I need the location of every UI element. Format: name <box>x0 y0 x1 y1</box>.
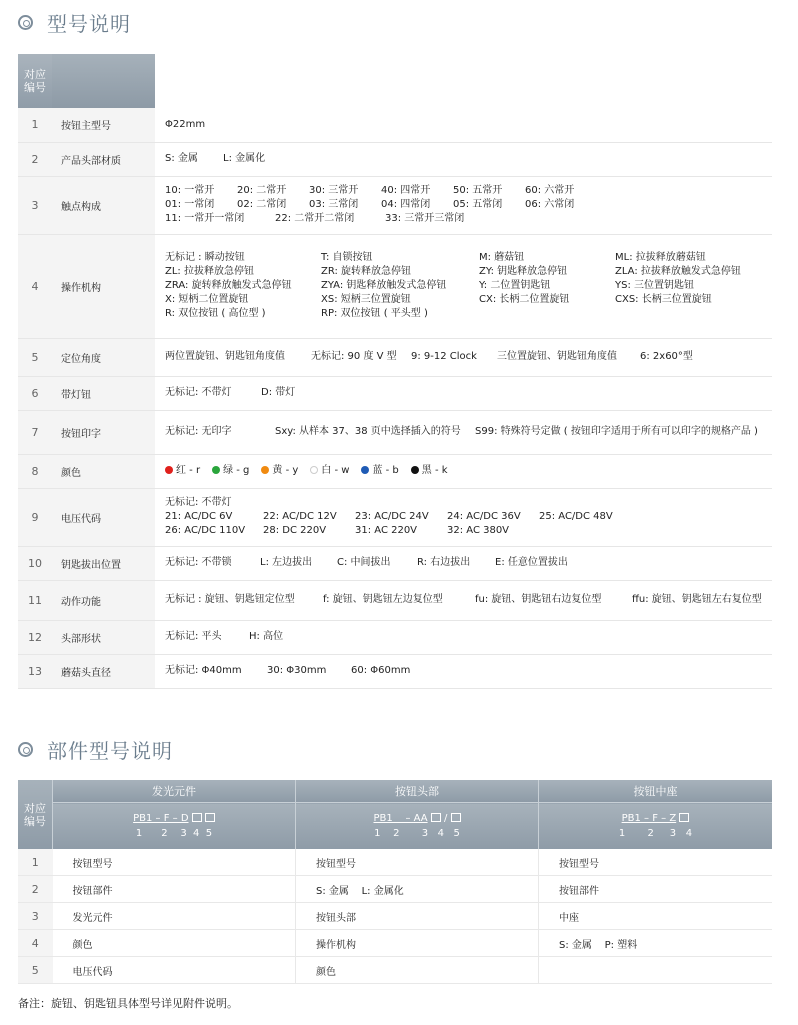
value-item: 30: Φ30mm <box>267 665 327 676</box>
value-item: 04: 四常闭 <box>381 199 431 210</box>
spec-row <box>18 580 772 620</box>
color-label: 红 - r <box>176 465 201 476</box>
spec-row <box>18 176 772 234</box>
value-item: D: 带灯 <box>261 387 296 398</box>
row-name: 带灯钮 <box>52 376 155 410</box>
position-index: 7 <box>420 88 427 99</box>
model-prefix: PB1 <box>213 63 242 81</box>
value-line <box>165 118 772 132</box>
row-name: 按钮主型号 <box>52 108 155 142</box>
value-line <box>165 198 772 212</box>
box-icon <box>451 813 461 822</box>
group-title-light: 发光元件 <box>53 780 296 803</box>
value-item: Φ22mm <box>165 118 206 130</box>
section-title-text: 型号说明 <box>47 12 131 36</box>
slash-separator: / <box>438 63 444 81</box>
row-number: 3 <box>18 903 53 930</box>
value-item: 21: AC/DC 6V <box>165 511 233 522</box>
color-option <box>261 465 298 476</box>
row-value <box>155 580 772 620</box>
spec-table <box>18 54 772 689</box>
position-index: 6 <box>398 88 405 99</box>
row-value <box>155 108 772 142</box>
code-box-icon <box>399 66 411 77</box>
value-item: YS: 三位置钥匙钮 <box>615 280 695 291</box>
value-item: 28: DC 220V <box>263 525 327 536</box>
parts-cell: 颜色 <box>296 957 539 984</box>
row-value <box>155 338 772 376</box>
row-value <box>155 546 772 580</box>
parts-row <box>18 903 772 930</box>
value-item: 9: 9-12 Clock <box>411 351 477 362</box>
value-line <box>165 496 772 510</box>
row-number: 7 <box>18 410 52 454</box>
color-dot-icon <box>261 466 269 474</box>
color-option <box>361 465 398 476</box>
color-option <box>165 465 200 476</box>
value-line <box>165 307 772 321</box>
parts-model-row <box>18 803 772 850</box>
position-index: 13 <box>570 88 583 99</box>
value-item: 无标记: 无印字 <box>165 426 232 437</box>
row-number: 2 <box>18 142 52 176</box>
value-item: 无标记: 90 度 V 型 <box>311 351 397 362</box>
row-name: 电压代码 <box>52 488 155 546</box>
spec-row <box>18 546 772 580</box>
underline <box>301 83 319 84</box>
row-name: 动作功能 <box>52 580 155 620</box>
value-line <box>165 350 772 364</box>
row-number: 1 <box>18 849 53 876</box>
value-item: CXS: 长柄三位置旋钮 <box>615 294 712 305</box>
parts-row <box>18 930 772 957</box>
value-item: fu: 旋钮、钥匙钮右边复位型 <box>475 594 602 605</box>
value-item: 无标记: 不带灯 <box>165 497 232 508</box>
spec-row <box>18 620 772 654</box>
row-name: 头部形状 <box>52 620 155 654</box>
value-item: 03: 三常闭 <box>309 199 359 210</box>
value-item: 31: AC 220V <box>355 525 418 536</box>
parts-row <box>18 849 772 876</box>
value-item: 40: 四常开 <box>381 185 431 196</box>
value-item: E: 任意位置拔出 <box>495 557 568 568</box>
dash-separator: – <box>542 63 550 81</box>
value-item: 24: AC/DC 36V <box>447 511 521 522</box>
group-title-base: 按钮中座 <box>539 780 773 803</box>
value-item: ZYA: 钥匙释放触发式急停钮 <box>321 280 447 291</box>
row-name: 颜色 <box>52 454 155 488</box>
dash-separator: – <box>280 63 288 81</box>
code-box-icon <box>588 66 600 77</box>
code-box-icon <box>499 66 511 77</box>
value-item: 无标记: Φ40mm <box>165 665 242 676</box>
value-item: 02: 二常闭 <box>237 199 287 210</box>
value-item: ZRA: 旋转释放触发式急停钮 <box>165 280 292 291</box>
row-number: 8 <box>18 454 52 488</box>
value-item: RP: 双位按钮 ( 平头型 ) <box>321 308 428 319</box>
value-item: T: 自锁按钮 <box>321 252 373 263</box>
code-box-icon <box>260 66 272 77</box>
code-box-icon <box>327 66 339 77</box>
group-model-base: PB1 – F – Z 1 2 3 4 <box>539 803 773 850</box>
spec-row <box>18 376 772 410</box>
value-item: 10: 一常开 <box>165 185 215 196</box>
position-index: 4 <box>350 88 357 99</box>
parts-cell: 操作机构 <box>296 930 539 957</box>
code-box-icon <box>375 66 387 77</box>
spec-row <box>18 454 772 488</box>
row-number: 4 <box>18 930 53 957</box>
underline <box>497 83 515 84</box>
section-title-model <box>18 8 131 37</box>
parts-cell: 颜色 <box>53 930 296 957</box>
box-icon <box>431 813 441 822</box>
value-item: CX: 长柄二位置旋钮 <box>479 294 570 305</box>
group-model-light: PB1 – F – D 1 2 3 4 5 <box>53 803 296 850</box>
value-item: 33: 三常开三常闭 <box>385 213 465 224</box>
row-value <box>155 410 772 454</box>
color-option <box>411 465 448 476</box>
spec-row <box>18 410 772 454</box>
value-item: 无标记: 平头 <box>165 631 222 642</box>
spec-row <box>18 108 772 142</box>
underline <box>211 83 245 84</box>
underline <box>473 83 491 84</box>
parts-cell: 中座 <box>539 903 773 930</box>
code-box-icon <box>523 66 535 77</box>
parts-cell: S: 金属 L: 金属化 <box>296 876 539 903</box>
underline <box>521 83 539 84</box>
code-box-icon <box>351 66 363 77</box>
code-box-icon <box>451 66 463 77</box>
row-number: 12 <box>18 620 52 654</box>
position-index: 10 <box>496 88 509 99</box>
row-value <box>155 454 772 488</box>
value-item: L: 金属化 <box>223 153 266 164</box>
value-item: M: 蘑菇钮 <box>479 252 525 263</box>
color-label: 黄 - y <box>272 465 299 476</box>
section-title-parts <box>18 735 173 764</box>
parts-row <box>18 876 772 903</box>
row-value <box>155 176 772 234</box>
row-name: 钥匙拔出位置 <box>52 546 155 580</box>
row-name: 产品头部材质 <box>52 142 155 176</box>
value-line <box>165 293 772 307</box>
value-item: ffu: 旋钮、钥匙钮左右复位型 <box>632 594 762 605</box>
row-number: 6 <box>18 376 52 410</box>
underline <box>586 83 604 84</box>
row-value <box>155 142 772 176</box>
row-number: 10 <box>18 546 52 580</box>
value-item: L: 左边拔出 <box>260 557 313 568</box>
row-value <box>155 488 772 546</box>
value-item: 无标记 : 瞬动按钮 <box>165 252 245 263</box>
position-index: 3 <box>322 88 329 99</box>
value-line <box>165 386 772 400</box>
row-name: 蘑菇头直径 <box>52 654 155 688</box>
color-dot-icon <box>310 466 318 474</box>
value-line <box>165 630 772 644</box>
value-item: 60: 六常开 <box>525 185 575 196</box>
position-index: 1 <box>226 88 233 99</box>
spec-row <box>18 142 772 176</box>
parts-cell: 发光元件 <box>53 903 296 930</box>
parts-col-label: 对应 编号 <box>18 780 53 849</box>
value-item: 无标记: 不带锁 <box>165 557 232 568</box>
value-item: 22: 二常开二常闭 <box>275 213 355 224</box>
row-value <box>155 376 772 410</box>
circle-icon <box>18 15 33 30</box>
value-item: 26: AC/DC 110V <box>165 525 246 536</box>
parts-cell: S: 金属 P: 塑料 <box>539 930 773 957</box>
parts-cell: 按钮型号 <box>539 849 773 876</box>
underline <box>373 83 391 84</box>
position-index: 12 <box>549 88 562 99</box>
color-dot-icon <box>361 466 369 474</box>
row-name: 按钮印字 <box>52 410 155 454</box>
value-line <box>165 279 772 293</box>
color-dot-icon <box>411 466 419 474</box>
color-dot-icon <box>212 466 220 474</box>
color-label: 蓝 - b <box>372 465 399 476</box>
spec-row <box>18 654 772 688</box>
value-line <box>165 425 772 439</box>
parts-cell: 按钮型号 <box>53 849 296 876</box>
row-value <box>155 234 772 338</box>
row-number: 5 <box>18 957 53 984</box>
value-item: C: 中间拔出 <box>337 557 391 568</box>
value-item: S: 金属 <box>165 153 198 164</box>
box-icon <box>679 813 689 822</box>
parts-row <box>18 957 772 984</box>
row-value <box>155 654 772 688</box>
value-line <box>165 664 772 678</box>
value-item: 无标记: 不带灯 <box>165 387 232 398</box>
parts-cell: 按钮头部 <box>296 903 539 930</box>
row-name: 触点构成 <box>52 176 155 234</box>
code-box-icon <box>475 66 487 77</box>
row-number: 11 <box>18 580 52 620</box>
value-line <box>165 212 772 226</box>
row-value <box>155 620 772 654</box>
row-number: 1 <box>18 108 52 142</box>
position-index: 11 <box>515 88 528 99</box>
value-item: 25: AC/DC 48V <box>539 511 613 522</box>
value-item: ZL: 拉拔释放急停钮 <box>165 266 254 277</box>
code-box-icon <box>423 66 435 77</box>
underline <box>449 83 467 84</box>
row-number: 3 <box>18 176 52 234</box>
value-item: 30: 三常开 <box>309 185 359 196</box>
value-item: XS: 短柄三位置旋钮 <box>321 294 411 305</box>
row-number: 2 <box>18 876 53 903</box>
value-item: R: 右边拔出 <box>417 557 471 568</box>
value-item: 32: AC 380V <box>447 525 510 536</box>
value-line <box>165 251 772 265</box>
position-index: 2 <box>264 88 271 99</box>
value-line <box>165 265 772 279</box>
box-icon <box>192 813 202 822</box>
color-option <box>212 465 249 476</box>
row-number: 4 <box>18 234 52 338</box>
underline <box>397 83 415 84</box>
circle-icon <box>18 742 33 757</box>
underline <box>562 83 580 84</box>
row-number: 9 <box>18 488 52 546</box>
spec-col-label: 对应 编号 <box>18 54 52 108</box>
color-label: 绿 - g <box>223 465 250 476</box>
row-number: 13 <box>18 654 52 688</box>
value-line <box>165 593 772 607</box>
color-dot-icon <box>165 466 173 474</box>
value-item: 三位置旋钮、钥匙钮角度值 <box>497 351 617 362</box>
value-item: ZY: 钥匙释放急停钮 <box>479 266 568 277</box>
row-number: 5 <box>18 338 52 376</box>
spec-row <box>18 338 772 376</box>
code-box-icon <box>303 66 315 77</box>
value-item: 6: 2x60°型 <box>640 351 693 362</box>
value-line <box>165 152 772 166</box>
value-item: ZLA: 拉拔释放触发式急停钮 <box>615 266 741 277</box>
group-title-head: 按钮头部 <box>296 780 539 803</box>
parts-cell: 按钮型号 <box>296 849 539 876</box>
value-item: 05: 五常闭 <box>453 199 503 210</box>
parts-header-row <box>18 780 772 803</box>
row-name: 定位角度 <box>52 338 155 376</box>
value-item: S99: 特殊符号定做 ( 按钮印字适用于所有可以印字的规格产品 ) <box>475 426 758 437</box>
value-item: X: 短柄二位置旋钮 <box>165 294 249 305</box>
underline <box>325 83 343 84</box>
color-label: 白 - w <box>321 465 350 476</box>
parts-cell: 电压代码 <box>53 957 296 984</box>
group-model-head: PB1 – AA / 1 2 3 4 5 <box>296 803 539 850</box>
value-item: 22: AC/DC 12V <box>263 511 337 522</box>
value-item: H: 高位 <box>249 631 284 642</box>
box-icon <box>205 813 215 822</box>
value-item: 60: Φ60mm <box>351 665 411 676</box>
value-item: ML: 拉拔释放蘑菇钮 <box>615 252 706 263</box>
spec-row <box>18 234 772 338</box>
position-index: 8 <box>450 88 457 99</box>
value-item: 两位置旋钮、钥匙钮角度值 <box>165 351 285 362</box>
value-line <box>165 556 772 570</box>
parts-cell: 按钮部件 <box>539 876 773 903</box>
value-item: R: 双位按钮 ( 高位型 ) <box>165 308 266 319</box>
value-item: 11: 一常开一常闭 <box>165 213 245 224</box>
parts-cell: 按钮部件 <box>53 876 296 903</box>
value-item: ZR: 旋转释放急停钮 <box>321 266 412 277</box>
spec-model-code <box>52 54 583 108</box>
section-title-text: 部件型号说明 <box>47 739 173 763</box>
value-line <box>165 524 772 538</box>
position-index: 9 <box>474 88 481 99</box>
color-option <box>310 465 349 476</box>
color-label: 黑 - k <box>421 465 448 476</box>
underline <box>258 83 276 84</box>
parts-table <box>18 780 772 984</box>
value-item: Sxy: 从样本 37、38 页中选择插入的符号 <box>275 426 461 437</box>
value-item: 无标记 : 旋钮、钥匙钮定位型 <box>165 594 295 605</box>
value-item: 23: AC/DC 24V <box>355 511 429 522</box>
code-box-icon <box>564 66 576 77</box>
value-line <box>165 184 772 198</box>
position-index: 5 <box>374 88 381 99</box>
footnote: 备注：旋钮、钥匙钮具体型号详见附件说明。 <box>18 997 238 1010</box>
parts-cell <box>539 957 773 984</box>
spec-header-row <box>18 54 772 108</box>
underline <box>421 83 439 84</box>
value-item: 01: 一常闭 <box>165 199 215 210</box>
row-name: 操作机构 <box>52 234 155 338</box>
value-item: 50: 五常开 <box>453 185 503 196</box>
value-item: f: 旋钮、钥匙钮左边复位型 <box>323 594 443 605</box>
underline <box>349 83 367 84</box>
value-item: 06: 六常闭 <box>525 199 575 210</box>
spec-row <box>18 488 772 546</box>
value-item: 20: 二常开 <box>237 185 287 196</box>
value-line <box>165 510 772 524</box>
value-item: Y: 二位置钥匙钮 <box>479 280 551 291</box>
